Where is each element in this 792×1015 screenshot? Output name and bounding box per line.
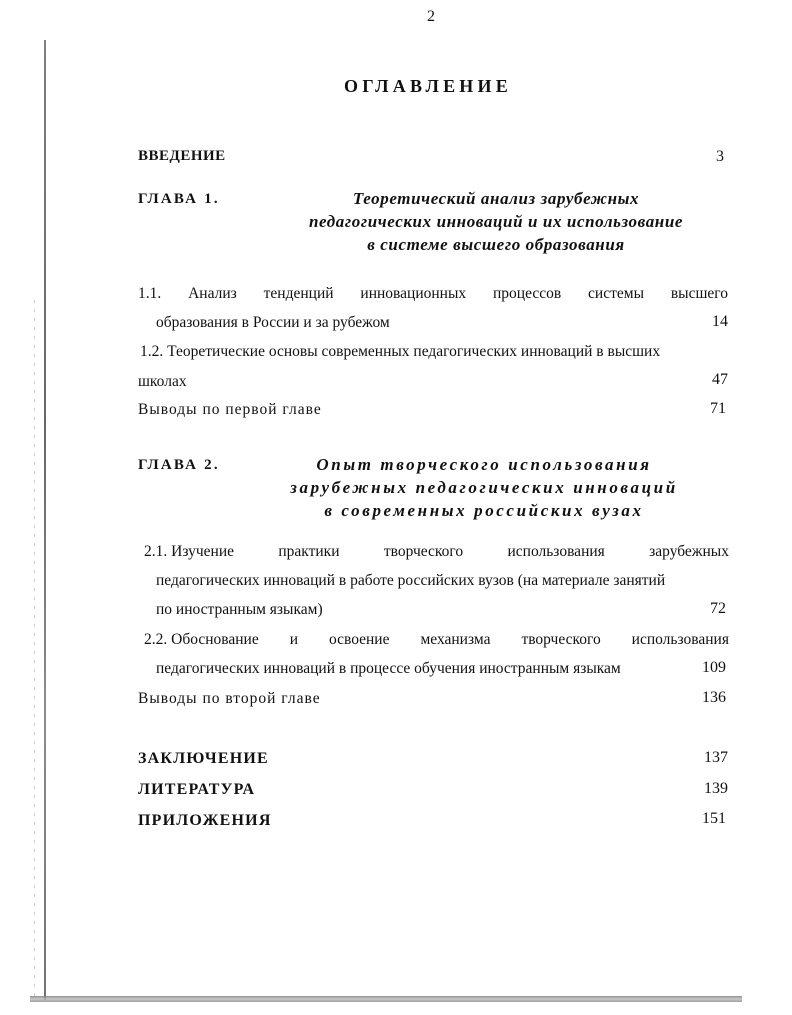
toc-entry-1-2-line1: [140, 343, 660, 361]
chapter2-conclusion-page: 136: [702, 689, 726, 706]
toc-entry-1-1-line2: образования в России и за рубежом: [156, 314, 390, 331]
entry-word: инновационных: [360, 285, 467, 302]
entry-word: творческого: [521, 631, 601, 648]
appendices-page: 151: [702, 810, 726, 827]
chapter1-conclusion-page: 71: [710, 400, 726, 417]
entry-word: механизма: [420, 631, 491, 648]
entry-word: творческого: [383, 543, 464, 560]
literature-label: ЛИТЕРАТУРА: [138, 781, 256, 798]
entry-number-word: [144, 543, 234, 561]
entry-number: 1.2.: [140, 343, 164, 360]
intro-label: ВВЕДЕНИЕ: [138, 148, 226, 164]
entry-word: практики: [278, 543, 340, 560]
toc-entry-2-1-line1: [144, 543, 729, 561]
toc-entry-2-2-line2: педагогических инноваций в процессе обучения иностранным языкам: [156, 660, 621, 677]
scan-edge-left: [44, 40, 46, 1000]
chapter2-label: ГЛАВА 2.: [138, 457, 220, 473]
entry-word: тенденций: [263, 285, 334, 302]
chapter2-title-line: зарубежных педагогических инноваций: [290, 478, 678, 497]
toc-entry-2-2-line1: [144, 631, 729, 649]
scan-edge-noise: [34, 300, 35, 1000]
chapter1-title: [240, 187, 752, 256]
conclusion-page: 137: [704, 749, 728, 766]
page-number: 2: [427, 8, 435, 25]
chapter1-title-line: Теоретический анализ зарубежных: [352, 189, 640, 208]
entry-number: 1.1.: [138, 285, 162, 302]
entry-number: 2.1.: [144, 543, 168, 560]
entry-word: использования: [507, 543, 605, 560]
toc-entry-1-2-line2: школах: [138, 373, 187, 390]
entry-word: системы: [588, 285, 644, 302]
toc-title: ОГЛАВЛЕНИЕ: [344, 76, 512, 96]
chapter1-title-line: в системе высшего образования: [367, 235, 625, 254]
entry-word: использования: [631, 631, 729, 648]
entry-word: Изучение: [171, 543, 235, 560]
scan-edge-bottom: [30, 996, 742, 1002]
entry-number-word: [144, 631, 259, 649]
entry-word: высшего: [670, 285, 728, 302]
entry-word: Обоснование: [171, 631, 259, 648]
chapter2-title: [228, 453, 740, 522]
entry-text: Теоретические основы современных педагогических инноваций в высших: [167, 343, 661, 360]
toc-entry-2-1-page: 72: [710, 600, 726, 617]
entry-number: 2.2.: [144, 631, 168, 648]
entry-word: зарубежных: [649, 543, 729, 560]
chapter2-title-line: в современных российских вузах: [324, 501, 644, 520]
appendices-label: ПРИЛОЖЕНИЯ: [138, 812, 272, 829]
chapter2-title-line: Опыт творческого использования: [316, 455, 652, 474]
chapter1-label: ГЛАВА 1.: [138, 191, 220, 207]
toc-entry-2-1-line2: педагогических инноваций в работе российских вузов (на материале занятий: [156, 572, 666, 589]
toc-entry-1-2-page: 47: [712, 371, 728, 388]
toc-entry-1-1-page: 14: [712, 313, 728, 330]
entry-word: Анализ: [188, 285, 237, 302]
conclusion-label: ЗАКЛЮЧЕНИЕ: [138, 750, 269, 767]
toc-entry-2-1-line3: по иностранным языкам): [156, 601, 323, 618]
chapter1-title-line: педагогических инноваций и их использование: [308, 212, 684, 231]
entry-word: освоение: [328, 631, 390, 648]
chapter1-conclusion-label: Выводы по первой главе: [138, 401, 322, 418]
toc-entry-2-2-page: 109: [702, 659, 726, 676]
literature-page: 139: [704, 780, 728, 797]
entry-word: процессов: [493, 285, 562, 302]
entry-word: и: [289, 631, 298, 648]
intro-page: 3: [716, 148, 724, 165]
toc-entry-1-1-line1: [138, 285, 728, 303]
chapter2-conclusion-label: Выводы по второй главе: [138, 690, 321, 707]
